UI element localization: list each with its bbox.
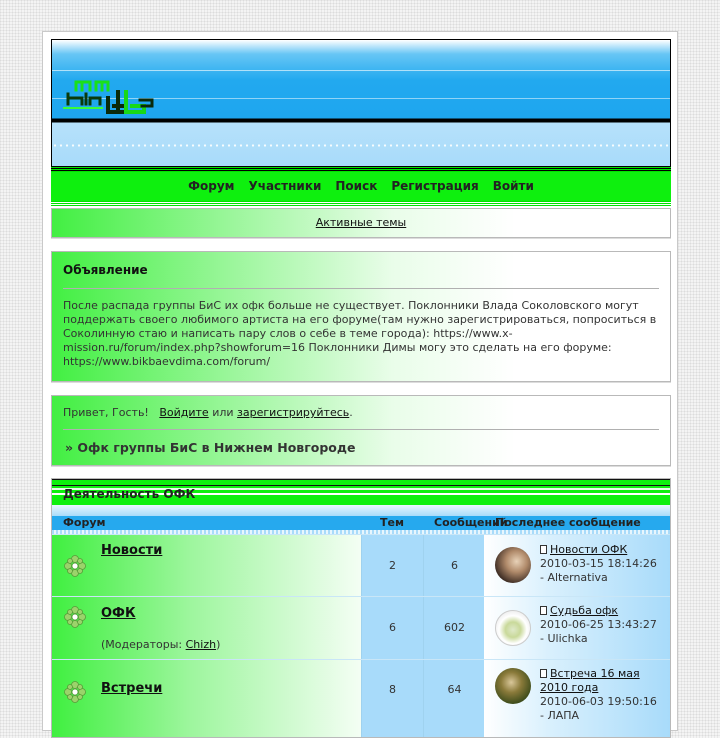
- period: .: [349, 406, 353, 419]
- announcement-box: [51, 251, 671, 382]
- table-header: [52, 516, 670, 530]
- nav-members[interactable]: Участники: [248, 179, 322, 193]
- forum-icon: [64, 606, 86, 628]
- forum-link-meetings[interactable]: Встречи: [101, 681, 163, 696]
- nav-search[interactable]: Поиск: [335, 179, 378, 193]
- posts-count: 6: [424, 535, 486, 596]
- avatar[interactable]: [495, 547, 531, 583]
- nav-divider: [51, 201, 671, 207]
- last-post-author: - ЛАПА: [540, 709, 580, 722]
- last-post-cell: [484, 597, 670, 659]
- forum-row: [52, 596, 670, 659]
- avatar[interactable]: [495, 668, 531, 704]
- forum-icon: [64, 681, 86, 703]
- header-topics: Тем: [380, 516, 404, 529]
- page-frame: [42, 31, 678, 731]
- category-gap: [52, 505, 670, 516]
- login-link[interactable]: Войдите: [159, 406, 209, 419]
- main-nav: [51, 172, 671, 201]
- last-post-date: 2010-06-03 19:50:16: [540, 695, 657, 708]
- forum-row: [52, 534, 670, 596]
- header-posts: Сообщений: [434, 516, 508, 529]
- last-post-cell: [484, 535, 670, 596]
- last-post: [540, 543, 665, 585]
- nav-register[interactable]: Регистрация: [391, 179, 479, 193]
- or-text: или: [212, 406, 234, 419]
- divider: [63, 288, 659, 289]
- last-post-link[interactable]: Новости ОФК: [550, 543, 628, 556]
- topics-count: 8: [362, 660, 424, 738]
- site-header: [51, 39, 671, 168]
- category-title[interactable]: Деятельность ОФК: [63, 487, 196, 501]
- welcome-line: [63, 406, 353, 419]
- category-block: [51, 478, 671, 738]
- last-post-link[interactable]: Встреча 16 мая 2010 года: [540, 667, 640, 694]
- forum-link-news[interactable]: Новости: [101, 543, 163, 558]
- register-link[interactable]: зарегистрируйтесь: [237, 406, 350, 419]
- topics-count: 2: [362, 535, 424, 596]
- active-topics-box: [51, 208, 671, 238]
- topics-count: 6: [362, 597, 424, 659]
- last-post-date: 2010-06-25 13:43:27: [540, 618, 657, 631]
- welcome-box: [51, 395, 671, 466]
- forum-cell: [52, 597, 362, 659]
- moderator-link[interactable]: Chizh: [185, 638, 217, 651]
- divider: [63, 429, 659, 430]
- post-icon: [540, 669, 547, 678]
- header-last-post: Последнее сообщение: [495, 516, 641, 529]
- moderators: [101, 638, 220, 651]
- nav-login[interactable]: Войти: [492, 179, 534, 193]
- announcement-text: После распада группы БиС их офк больше не существует. Поклонники Влада Соколовского могут поддержать своего любимого артиста на его форуме(там нужно зарегистрироваться, попроситься в Соколинную стаю и написать пару слов о себе в теме города): https://www.x-mission.ru/forum/index.php?showforum=16 Поклонники Димы могу это сделать на его форуме: https://www.bikbaevdima.com/forum/: [63, 299, 657, 368]
- mods-suffix: ): [216, 638, 221, 651]
- last-post: [540, 604, 665, 646]
- active-topics-link[interactable]: Активные темы: [315, 216, 407, 229]
- header-forum: Форум: [63, 516, 106, 529]
- avatar[interactable]: [495, 610, 531, 646]
- last-post-author: - Ulichka: [540, 632, 588, 645]
- last-post-cell: [484, 660, 670, 738]
- forum-row: [52, 659, 670, 738]
- site-logo: [62, 60, 154, 118]
- post-icon: [540, 545, 547, 554]
- greeting: Привет, Гость!: [63, 406, 149, 419]
- last-post-link[interactable]: Судьба офк: [550, 604, 619, 617]
- last-post-date: 2010-03-15 18:14:26: [540, 557, 657, 570]
- forum-cell: [52, 535, 362, 596]
- nav-forum[interactable]: Форум: [188, 179, 235, 193]
- posts-count: 602: [424, 597, 486, 659]
- forum-icon: [64, 555, 86, 577]
- forum-link-ofk[interactable]: ОФК: [101, 606, 136, 621]
- mods-prefix: (Модераторы:: [101, 638, 186, 651]
- forum-cell: [52, 660, 362, 738]
- post-icon: [540, 606, 547, 615]
- breadcrumb[interactable]: » Офк группы БиС в Нижнем Новгороде: [65, 440, 356, 455]
- header-dots: [52, 144, 670, 147]
- last-post-author: - Alternativa: [540, 571, 608, 584]
- announcement-title: Объявление: [63, 263, 148, 277]
- posts-count: 64: [424, 660, 486, 738]
- last-post: [540, 667, 665, 723]
